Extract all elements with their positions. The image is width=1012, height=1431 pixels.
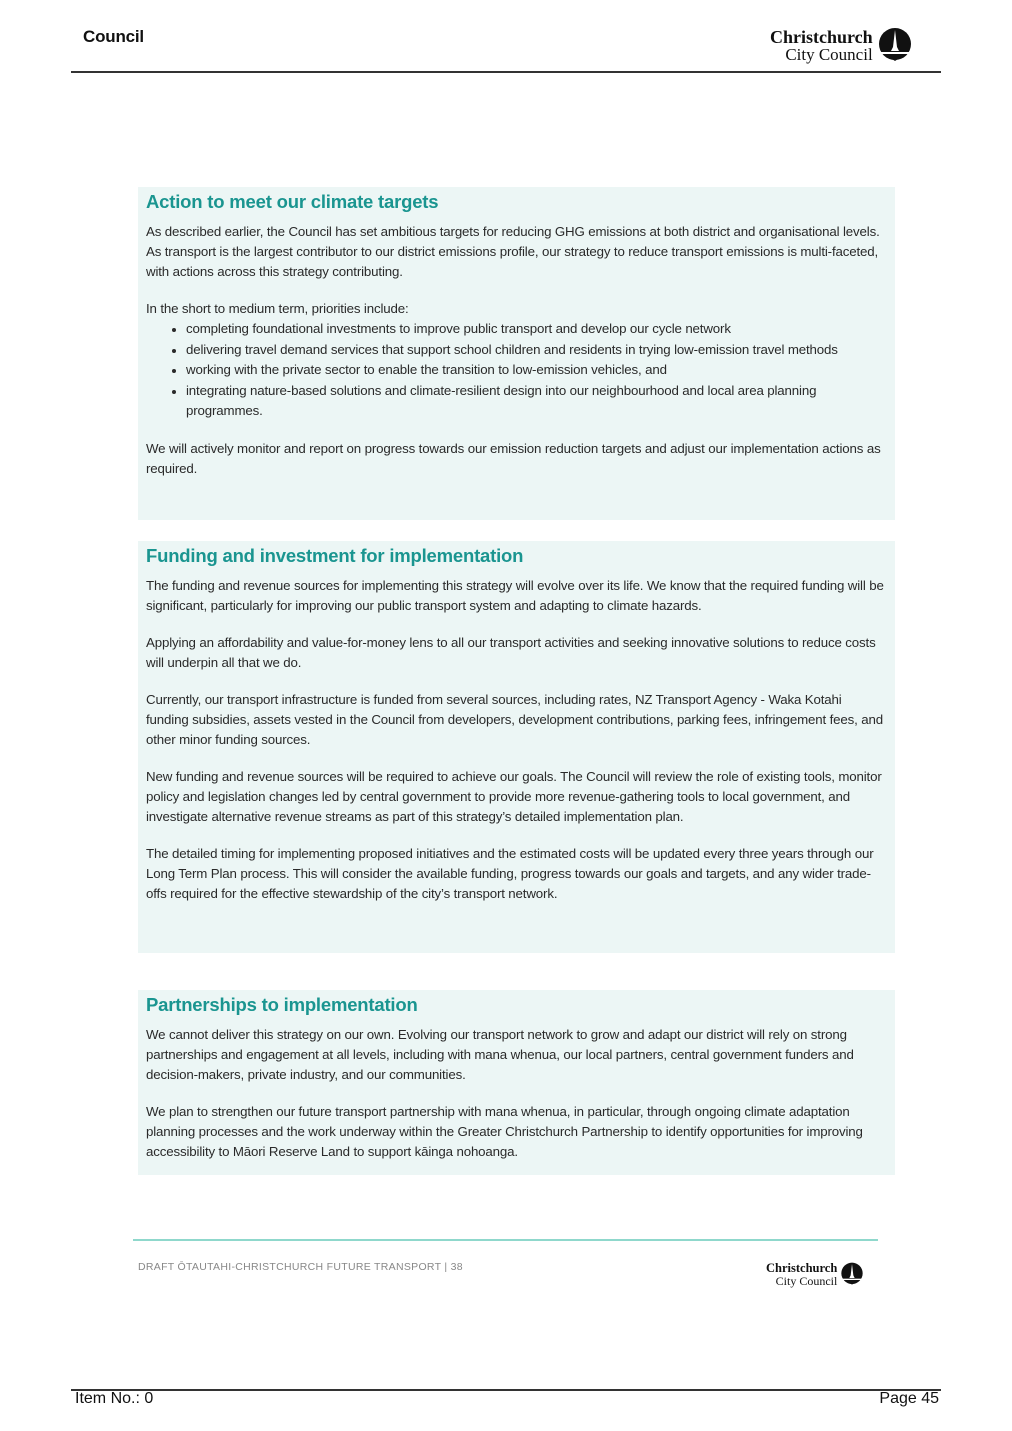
- paragraph: The detailed timing for implementing proposed initiatives and the estimated costs will be updated every three years through our Long Term Plan process. This will consider the available funding, progress towards our goals and targets, and any wider trade-offs required for the effective stewardship of the city’s transport network.: [146, 846, 874, 901]
- list-lead: In the short to medium term, priorities include:: [146, 301, 409, 316]
- item-number: Item No.: 0: [75, 1390, 154, 1407]
- logo-line1: Christchurch: [766, 1261, 838, 1275]
- paragraph: Currently, our transport infrastructure is funded from several sources, including rates, NZ Transport Agency - Waka Kotahi funding subsidies, assets vested in the Council from developers, development contributions, parking fees, infringement fees, and other minor funding sources.: [146, 692, 883, 747]
- page-header-label: Council: [83, 27, 144, 46]
- logo-line1: Christchurch: [770, 26, 873, 47]
- list-item: • delivering travel demand services that support school children and residents in trying low-emission travel methods: [186, 340, 885, 361]
- header-logo: [770, 27, 913, 63]
- page-number: Page 45: [879, 1390, 939, 1407]
- page-footer-divider: [71, 1389, 941, 1391]
- cathedral-spire-logo-icon: [877, 27, 913, 63]
- section-title: Partnerships to implementation: [146, 994, 418, 1015]
- header-divider: [71, 71, 941, 73]
- section-title: Action to meet our climate targets: [146, 191, 439, 212]
- priorities-list: [146, 319, 885, 422]
- inner-footer-divider: [133, 1239, 878, 1241]
- paragraph: We cannot deliver this strategy on our own. Evolving our transport network to grow and adapt our district will rely on strong partnerships and engagement at all levels, including with mana whenua, our local partners, central government funders and decision-makers, private industry, and our communities.: [146, 1027, 854, 1082]
- cathedral-spire-logo-icon: [840, 1262, 864, 1286]
- section-climate-targets: [138, 187, 895, 520]
- section-partnerships: [138, 990, 895, 1175]
- paragraph: Applying an affordability and value-for-money lens to all our transport activities and seeking innovative solutions to reduce costs will underpin all that we do.: [146, 635, 876, 670]
- logo-line2: City Council: [785, 44, 873, 64]
- section-title: Funding and investment for implementation: [146, 545, 524, 566]
- paragraph: New funding and revenue sources will be required to achieve our goals. The Council will review the role of existing tools, monitor policy and legislation changes led by central government to provide more revenue-gathering tools to local government, and investigate alternative revenue streams as part of this strategy’s detailed implementation plan.: [146, 769, 882, 824]
- paragraph: As described earlier, the Council has set ambitious targets for reducing GHG emissions at both district and organisational levels. As transport is the largest contributor to our district emissions profile, our strategy to reduce transport emissions is multi-faceted, with actions across this strategy contributing.: [146, 224, 880, 279]
- paragraph: We plan to strengthen our future transport partnership with mana whenua, in particular, through ongoing climate adaptation planning processes and the work underway within the Greater Christchurch Partnership to identify opportunities for improving accessibility to Māori Reserve Land to support kāinga nohoanga.: [146, 1104, 863, 1159]
- inner-footer-doc-label: DRAFT ŌTAUTAHI-CHRISTCHURCH FUTURE TRANSPORT | 38: [138, 1261, 463, 1273]
- paragraph: The funding and revenue sources for implementing this strategy will evolve over its life. We know that the required funding will be significant, particularly for improving our public transport system and adapting to climate hazards.: [146, 578, 884, 613]
- logo-line2: City Council: [775, 1273, 838, 1288]
- section-funding-investment: [138, 541, 895, 953]
- list-item: • working with the private sector to enable the transition to low-emission vehicles, and: [186, 360, 885, 381]
- list-item: • completing foundational investments to improve public transport and develop our cycle network: [186, 319, 885, 340]
- inner-footer-logo: [766, 1262, 864, 1287]
- list-item: • integrating nature-based solutions and climate-resilient design into our neighbourhood and local area planning programmes.: [186, 381, 885, 422]
- paragraph: We will actively monitor and report on progress towards our emission reduction targets and adjust our implementation actions as required.: [146, 440, 881, 476]
